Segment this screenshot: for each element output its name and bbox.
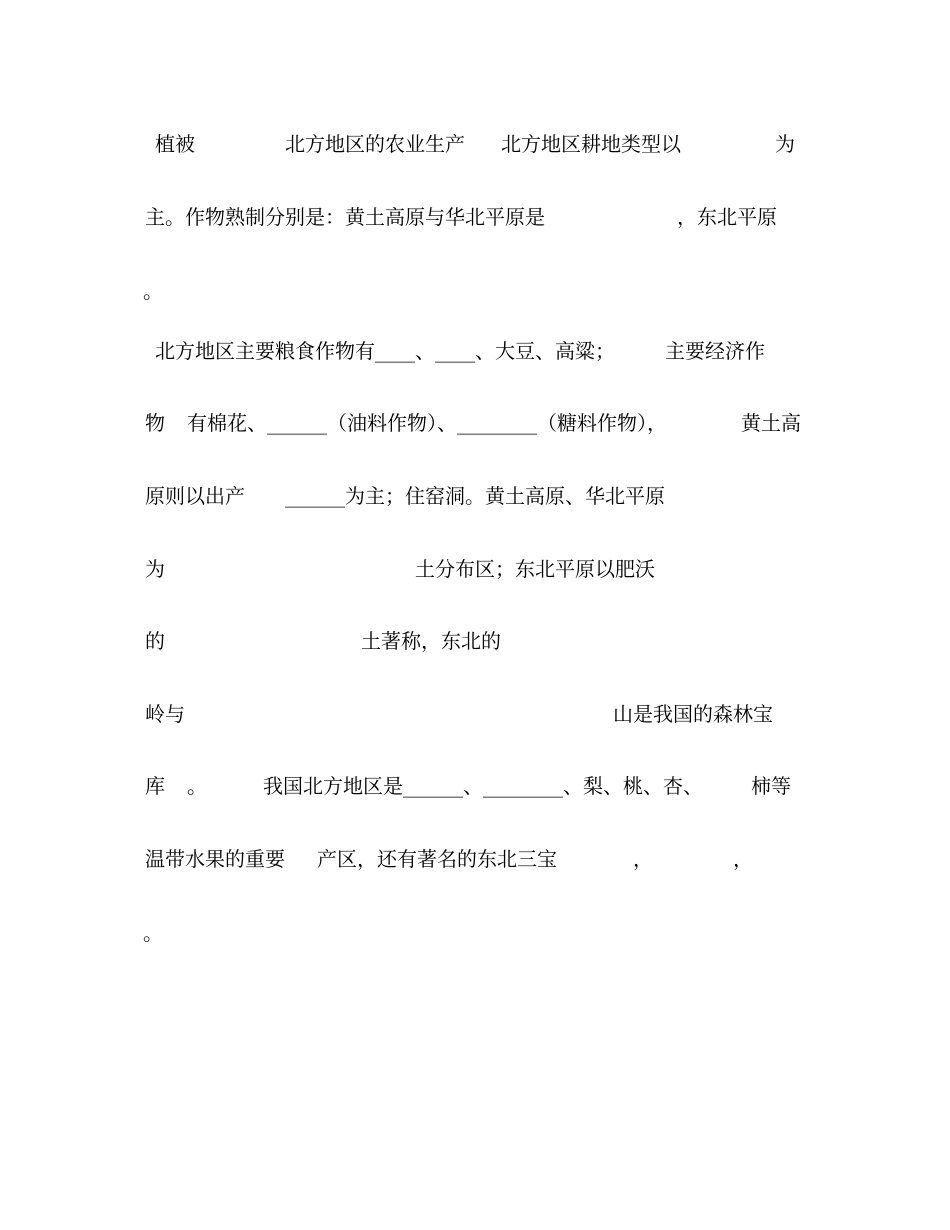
text-segment: 山是我国的森林宝 [613,702,773,726]
text-line-4 [0,336,950,366]
text-line-11 [0,844,950,874]
text-segment: 原则以出产 [145,484,245,508]
text-line-9 [0,699,950,729]
text-segment: 主。作物熟制分别是：黄土高原与华北平原是 [145,205,545,229]
text-line-5 [0,408,950,438]
text-segment: 土著称，东北的 [361,629,501,653]
text-line-10 [0,771,950,801]
text-segment: 。 [143,279,163,303]
text-line-7 [0,554,950,584]
text-segment: 柿等 [751,774,791,798]
text-segment: 北方地区的农业生产 [285,132,465,156]
text-segment: 为 [145,557,165,581]
text-segment: 土分布区；东北平原以肥沃 [415,557,655,581]
text-segment: 北方地区耕地类型以 [501,132,681,156]
text-segment: 植被 [155,132,195,156]
text-segment: 的 [145,629,165,653]
text-segment: ______为主；住窑洞。黄土高原、华北平原 [285,484,665,508]
text-line-2 [0,202,950,232]
text-line-6 [0,481,950,511]
text-segment: 。 [187,774,207,798]
text-segment: 物 [145,411,165,435]
text-line-12 [0,918,950,948]
text-line-8 [0,626,950,656]
text-segment: 黄土高 [741,411,801,435]
text-segment: 北方地区主要粮食作物有____、____、大豆、高粱； [155,339,615,363]
text-segment: ，东北平原 [677,205,777,229]
text-segment: ， [733,847,753,871]
text-segment: 产区，还有著名的东北三宝 [317,847,557,871]
text-segment: 我国北方地区是______、________、梨、桃、杏、 [263,774,703,798]
text-segment: 。 [143,921,163,945]
text-segment: 温带水果的重要 [145,847,285,871]
text-segment: 有棉花、______（油料作物）、________（糖料作物）， [187,411,667,435]
text-segment: 为 [775,132,795,156]
text-segment: ， [633,847,653,871]
text-segment: 库 [145,774,165,798]
text-segment: 岭与 [145,702,185,726]
text-line-1 [0,129,950,159]
text-segment: 主要经济作 [665,339,765,363]
text-line-3 [0,276,950,306]
